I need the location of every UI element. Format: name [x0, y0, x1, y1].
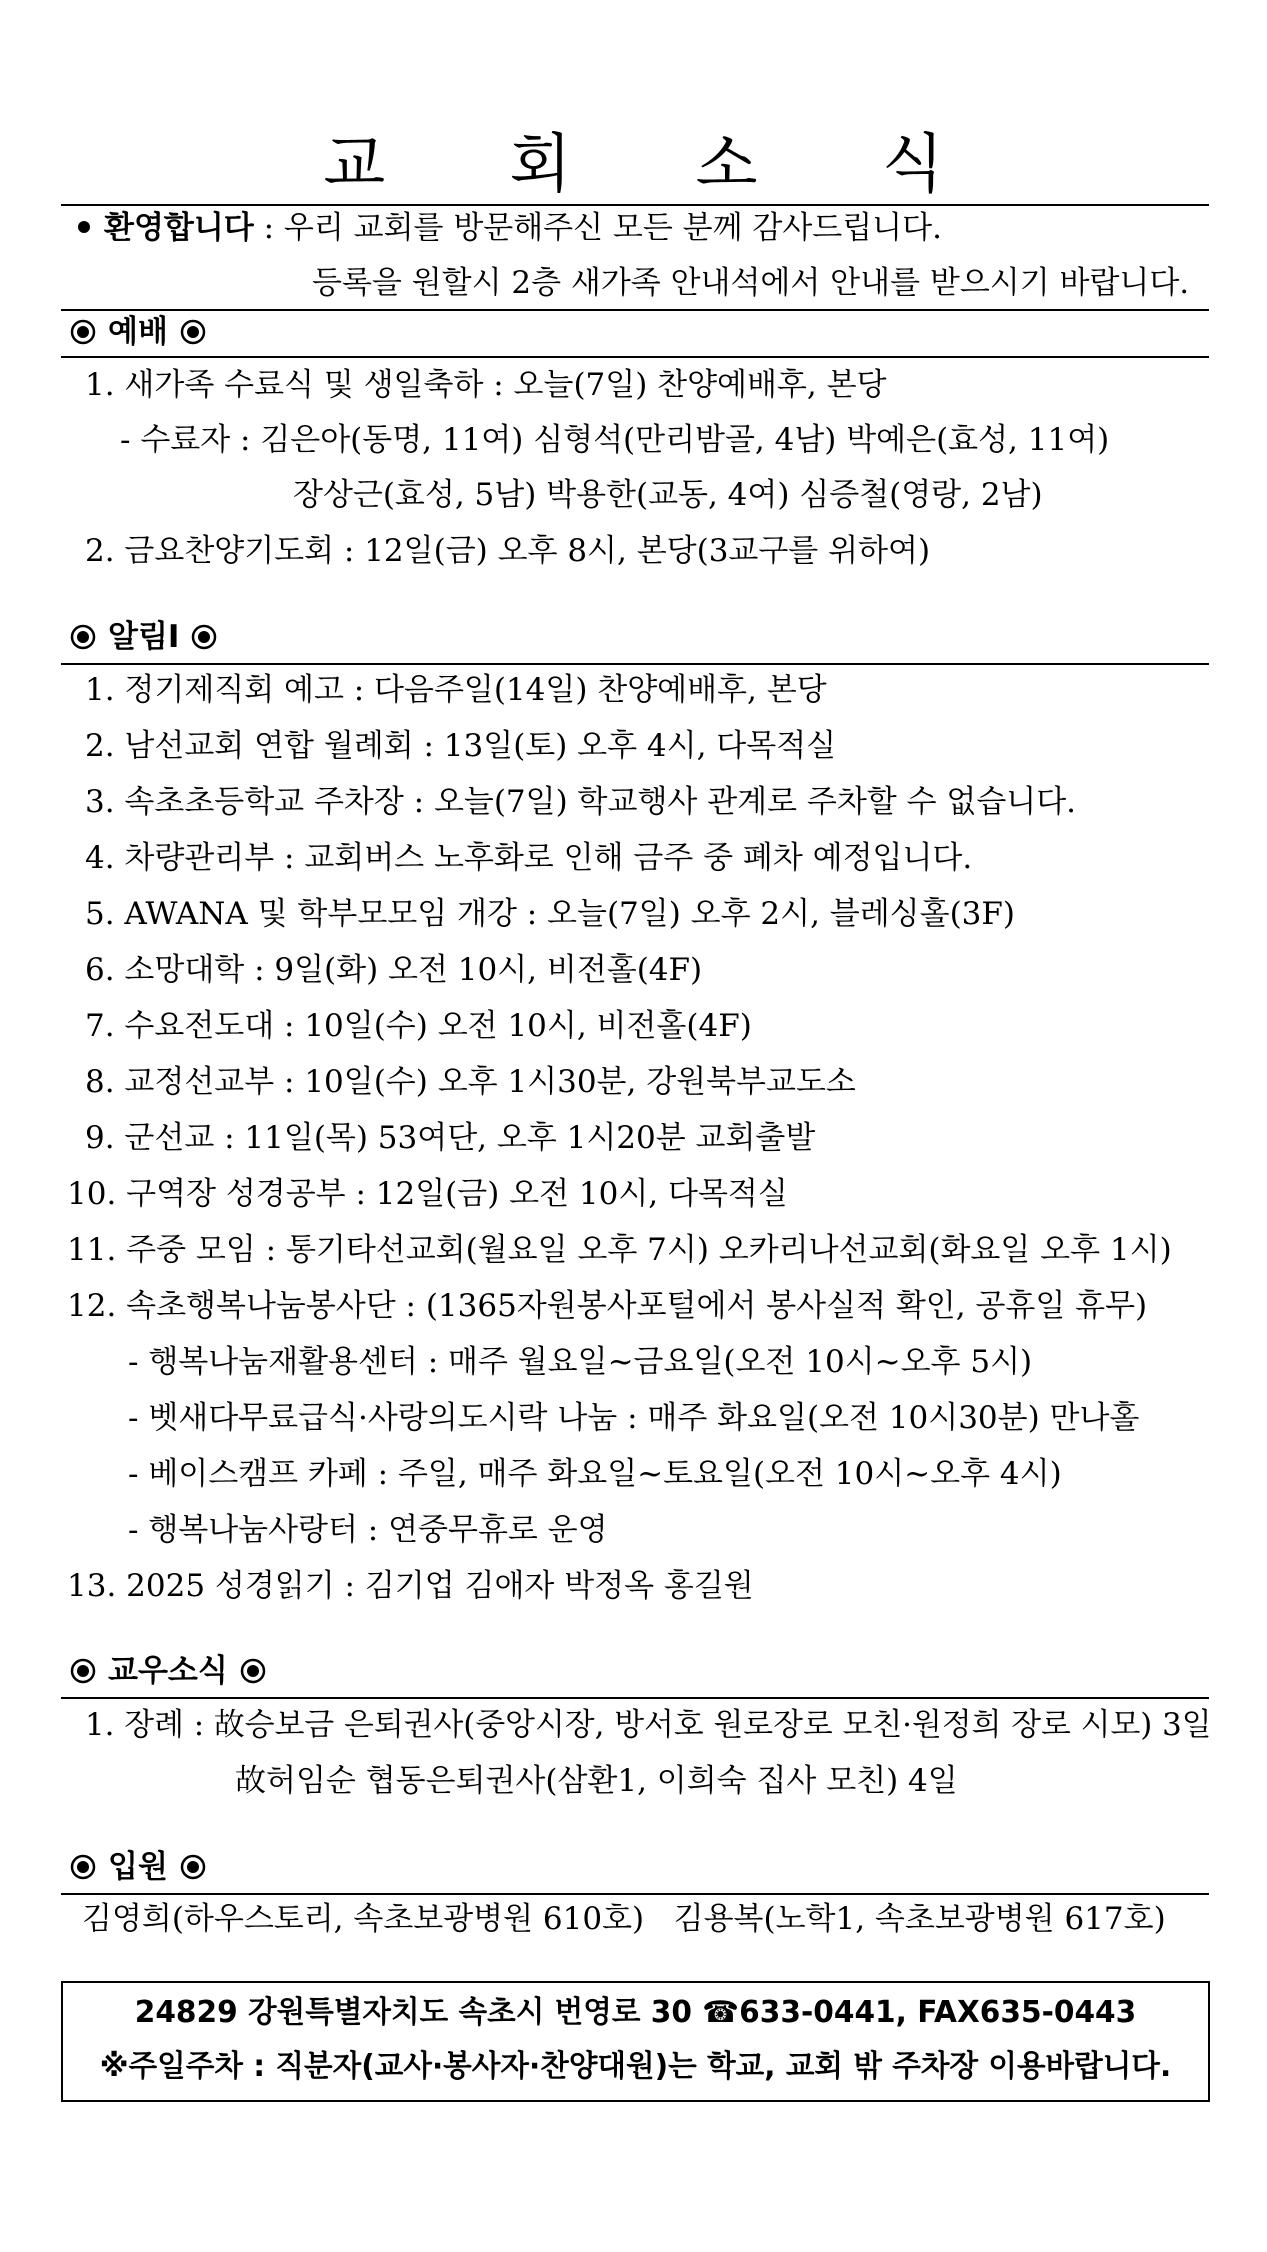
notice-item: 1. 정기제직회 예고 : 다음주일(14일) 찬양예배후, 본당	[85, 672, 827, 708]
welcome-divider	[61, 309, 1209, 311]
target-circle-icon	[70, 1854, 96, 1880]
welcome-line-1	[78, 208, 942, 248]
footer-box	[61, 1981, 1210, 2102]
notice-item: 9. 군선교 : 11일(목) 53여단, 오후 1시20분 교회출발	[85, 1120, 816, 1156]
target-circle-icon	[70, 319, 96, 345]
notice-item: 7. 수요전도대 : 10일(수) 오전 10시, 비전홀(4F)	[85, 1008, 752, 1044]
welcome-text-1: : 우리 교회를 방문해주신 모든 분께 감사드립니다.	[253, 210, 942, 246]
notice-subitem: - 벳새다무료급식·사랑의도시락 나눔 : 매주 화요일(오전 10시30분) 만나홀	[128, 1400, 1140, 1436]
title-divider	[61, 204, 1209, 206]
target-circle-icon	[180, 319, 206, 345]
bullet-icon	[78, 221, 90, 233]
worship-header-label: 예배	[108, 314, 168, 350]
news-item: 1. 장례 : 故승보금 은퇴권사(중앙시장, 방서호 원로장로 모친·원정희 장로 시모) 3일	[85, 1707, 1212, 1743]
notice-item: 5. AWANA 및 학부모모임 개강 : 오늘(7일) 오후 2시, 블레싱홀(3F)	[85, 896, 1015, 932]
worship-item: 장상근(효성, 5남) 박용한(교동, 4여) 심증철(영랑, 2남)	[293, 477, 1043, 513]
worship-item: 2. 금요찬양기도회 : 12일(금) 오후 8시, 본당(3교구를 위하여)	[85, 533, 931, 569]
news-item: 故허임순 협동은퇴권사(삼환1, 이희숙 집사 모친) 4일	[235, 1763, 958, 1799]
worship-divider	[61, 356, 1209, 358]
notice-item: 12. 속초행복나눔봉사단 : (1365자원봉사포털에서 봉사실적 확인, 공휴일 휴무)	[67, 1288, 1148, 1324]
notices-section-header	[70, 617, 217, 657]
hospital-line: 김영희(하우스토리, 속초보광병원 610호) 김용복(노학1, 속초보광병원 617호)	[82, 1901, 1166, 1937]
notice-subitem: - 베이스캠프 카페 : 주일, 매주 화요일~토요일(오전 10시~오후 4시)	[128, 1456, 1062, 1492]
news-header-label: 교우소식	[108, 1653, 228, 1689]
target-circle-icon	[240, 1658, 266, 1684]
hospital-section-header	[70, 1847, 206, 1887]
notice-item: 6. 소망대학 : 9일(화) 오전 10시, 비전홀(4F)	[85, 952, 703, 988]
hospital-divider	[61, 1893, 1209, 1895]
notice-item: 2. 남선교회 연합 월례회 : 13일(토) 오후 4시, 다목적실	[85, 728, 837, 764]
notice-item: 8. 교정선교부 : 10일(수) 오후 1시30분, 강원북부교도소	[85, 1064, 856, 1100]
hospital-header-label: 입원	[108, 1849, 168, 1885]
worship-item: 1. 새가족 수료식 및 생일축하 : 오늘(7일) 찬양예배후, 본당	[85, 367, 887, 403]
target-circle-icon	[70, 624, 96, 650]
notice-item: 11. 주중 모임 : 통기타선교회(월요일 오후 7시) 오카리나선교회(화요일 오후 1시)	[67, 1232, 1172, 1268]
welcome-label: 환영합니다	[104, 210, 254, 246]
page-title: 교 회 소 식	[323, 128, 996, 202]
news-section-header	[70, 1651, 266, 1691]
notice-item: 4. 차량관리부 : 교회버스 노후화로 인해 금주 중 폐차 예정입니다.	[85, 840, 973, 876]
church-address: 24829 강원특별자치도 속초시 번영로 30 ☎633-0441, FAX635-0443	[134, 1995, 1137, 2030]
worship-item: - 수료자 : 김은아(동명, 11여) 심형석(만리밤골, 4남) 박예은(효성, 11여)	[120, 422, 1110, 458]
notice-item: 10. 구역장 성경공부 : 12일(금) 오전 10시, 다목적실	[67, 1176, 788, 1212]
target-circle-icon	[70, 1658, 96, 1684]
notice-subitem: - 행복나눔재활용센터 : 매주 월요일~금요일(오전 10시~오후 5시)	[128, 1344, 1033, 1380]
notice-item: 13. 2025 성경읽기 : 김기업 김애자 박정옥 홍길원	[67, 1568, 754, 1604]
welcome-text-2: 등록을 원할시 2층 새가족 안내석에서 안내를 받으시기 바랍니다.	[312, 265, 1190, 301]
notices-header-label: 알림Ⅰ	[108, 619, 180, 655]
worship-section-header	[70, 312, 206, 352]
notice-subitem: - 행복나눔사랑터 : 연중무휴로 운영	[128, 1512, 608, 1548]
news-divider	[61, 1697, 1209, 1699]
target-circle-icon	[191, 624, 217, 650]
notices-divider	[61, 663, 1209, 665]
target-circle-icon	[180, 1854, 206, 1880]
notice-item: 3. 속초초등학교 주차장 : 오늘(7일) 학교행사 관계로 주차할 수 없습니다.	[85, 784, 1077, 820]
parking-notice: ※주일주차 : 직분자(교사·봉사자·찬양대원)는 학교, 교회 밖 주차장 이용바랍니다.	[99, 2049, 1172, 2084]
